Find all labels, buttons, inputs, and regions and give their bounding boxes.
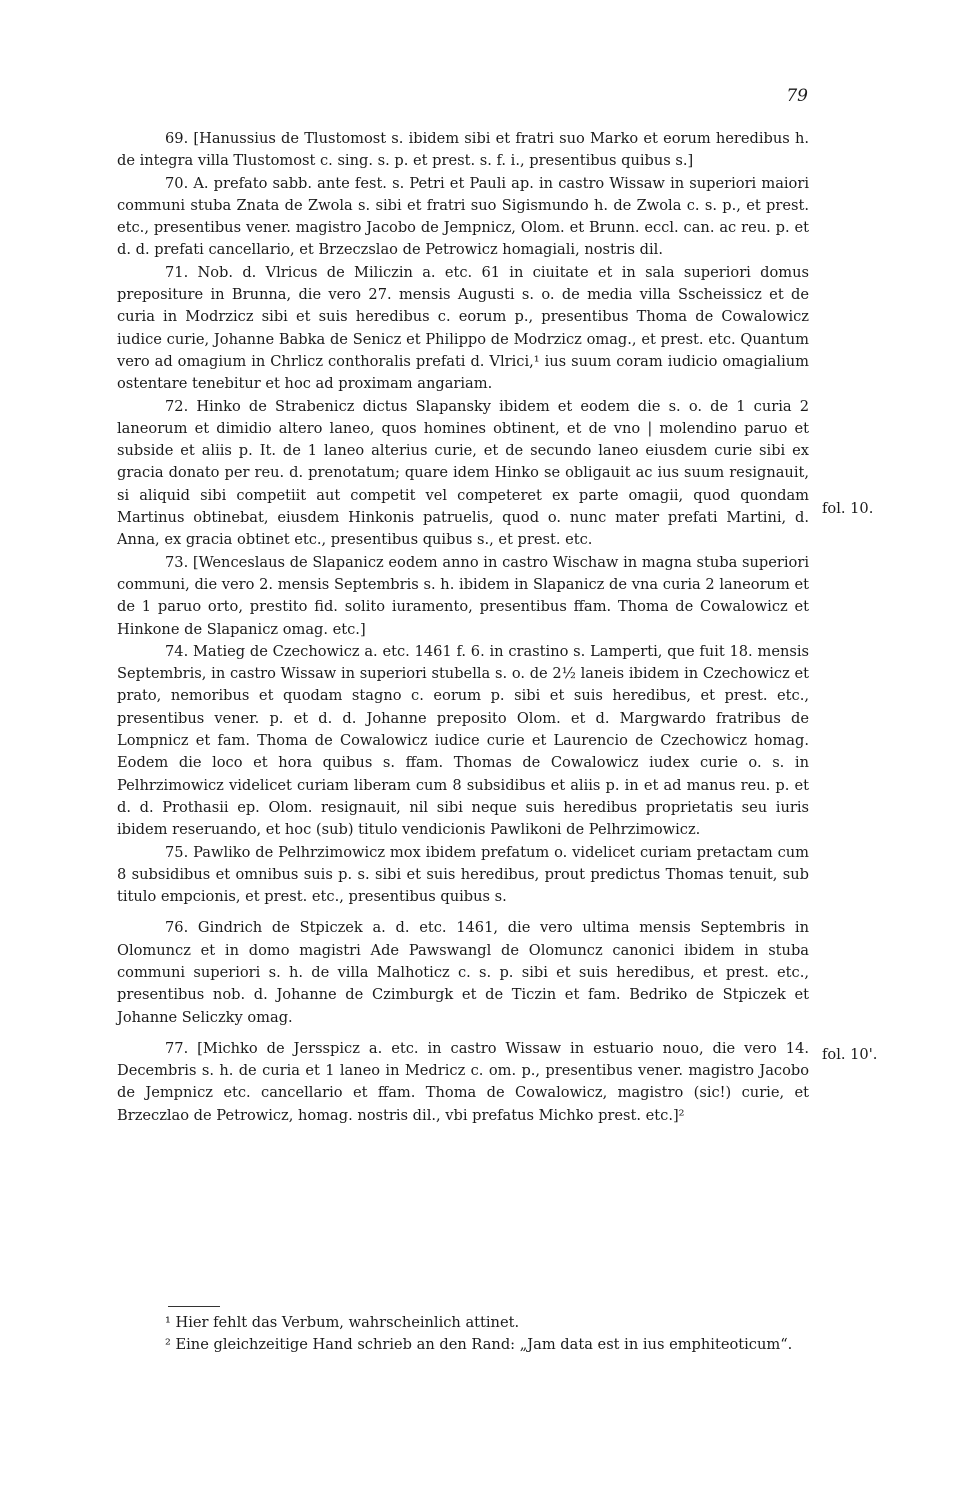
entry-73: 73. [Wenceslaus de Slapanicz eodem anno in castro Wischaw in magna stuba superiori communi, die vero 2. mensis Septembris s. h. ibidem in Slapanicz de vna curia 2 laneorum et de 1 paruo orto, prestito fid. solito iuramento, presentibus ffam. Thoma de Cowalowicz et Hinkone de Slapanicz omag. etc.] — [117, 553, 809, 638]
body-text — [117, 128, 809, 1127]
entry-71: 71. Nob. d. Vlricus de Miliczin a. etc. 61 in ciuitate et in sala superiori domus prepositure in Brunna, die vero 27. mensis Augusti s. o. de media villa Sscheissicz et de curia in Modrzicz sibi et suis heredibus c. eorum p., presentibus Thoma de Cowalowicz iudice curie, Johanne Babka de Senicz et Philippo de Modrzicz omag., et prest. etc. Quantum vero ad omagium in Chrlicz conthoralis prefati d. Vlrici,¹ ius suum coram iudicio omagialium ostentare tenebitur et hoc ad proximam angariam. — [117, 263, 809, 393]
footnote-divider — [168, 1306, 220, 1307]
footnotes — [117, 1312, 809, 1357]
entry-77: 77. [Michko de Jersspicz a. etc. in castro Wissaw in estuario nouo, die vero 14. Decembris s. h. de curia et 1 laneo in Medricz c. om. p., presentibus vener. magistro Jacobo de Jempnicz etc. cancellario et ffam. Thoma de Cowalowicz, magistro (sic!) curie, et Brzeczlao de Petrowicz, homag. nostris dil., vbi prefatus Michko prest. etc.]² — [117, 1039, 809, 1124]
entry-72: 72. Hinko de Strabenicz dictus Slapansky ibidem et eodem die s. o. de 1 curia 2 laneorum et dimidio altero laneo, quos homines obtinent, et de vno | molendino paruo et subside et aliis p. It. de 1 laneo alterius curie, et de secundo laneo eiusdem curie sibi ex gracia donato per reu. d. prenotatum; quare idem Hinko se obligauit ac ius suum resignauit, si aliquid sibi competiit aut competit vel competeret ex parte omagii, quod quondam Martinus obtinebat, eiusdem Hinkonis patruelis, quod o. nunc mater prefati Martini, d. Anna, ex gracia obtinet etc., presentibus quibus s., et prest. etc. — [117, 397, 809, 549]
margin-note-fol-10-verso: fol. 10'. — [822, 1046, 878, 1063]
page-number: 79 — [786, 86, 808, 106]
entry-75: 75. Pawliko de Pelhrzimowicz mox ibidem prefatum o. videlicet curiam pretactam cum 8 subsidibus et omnibus suis p. s. sibi et suis heredibus, prout predictus Thomas tenuit, sub titulo empcionis, et prest. etc., presentibus quibus s. — [117, 843, 809, 906]
entry-76: 76. Gindrich de Stpiczek a. d. etc. 1461, die vero ultima mensis Septembris in Olomuncz et in domo magistri Ade Pawswangl de Olomuncz canonici ibidem in stuba communi superiori s. h. de villa Malhoticz c. s. p. sibi et suis heredibus, et prest. etc., presentibus nob. d. Johanne de Czimburgk et de Ticzin et fam. Bedriko de Stpiczek et Johanne Seliczky omag. — [117, 919, 809, 1026]
footnote-1: ¹ Hier fehlt das Verbum, wahrscheinlich attinet. — [165, 1314, 520, 1331]
entry-69: 69. [Hanussius de Tlustomost s. ibidem sibi et fratri suo Marko et eorum heredibus h. de integra villa Tlustomost c. sing. s. p. et prest. s. f. i., presentibus quibus s.] — [117, 130, 809, 170]
footnote-2: ² Eine gleichzeitige Hand schrieb an den Rand: „Jam data est in ius emphiteoticum“. — [165, 1336, 793, 1354]
entry-70: 70. A. prefato sabb. ante fest. s. Petri et Pauli ap. in castro Wissaw in superiori maiori communi stuba Znata de Zwola s. sibi et fratri suo Sigismundo h. de Zwola c. s. p., et prest. etc., presentibus vener. magistro Jacobo de Jempnicz, Olom. et Brunn. eccl. can. ac reu. p. et d. d. prefati cancellario, et Brzeczslao de Petrowicz homagiali, nostris dil. — [117, 174, 809, 259]
margin-note-fol-10: fol. 10. — [822, 500, 874, 517]
entry-74: 74. Matieg de Czechowicz a. etc. 1461 f. 6. in crastino s. Lamperti, que fuit 18. mensis Septembris, in castro Wissaw in superiori stubella s. o. de 2½ laneis ibidem in Czechowicz et prato, nemoribus et quodam stagno c. eorum p. sibi et suis heredibus, et prest. etc., presentibus vener. p. et d. d. Johanne preposito Olom. et d. Margwardo fratribus de Lompnicz et fam. Thoma de Cowalowicz iudice curie et Laurencio de Czechowicz homag. Eodem die loco et hora quibus s. ffam. Thomas de Cowalowicz iudex curie o. s. in Pelhrzimowicz videlicet curiam liberam cum 8 subsidibus et aliis p. in et ad manus reu. p. et d. d. Prothasii ep. Olom. resignauit, nil sibi neque suis heredibus proprietatis seu iuris ibidem reseruando, et hoc (sub) titulo vendicionis Pawlikoni de Pelhrzimowicz. — [117, 642, 809, 839]
